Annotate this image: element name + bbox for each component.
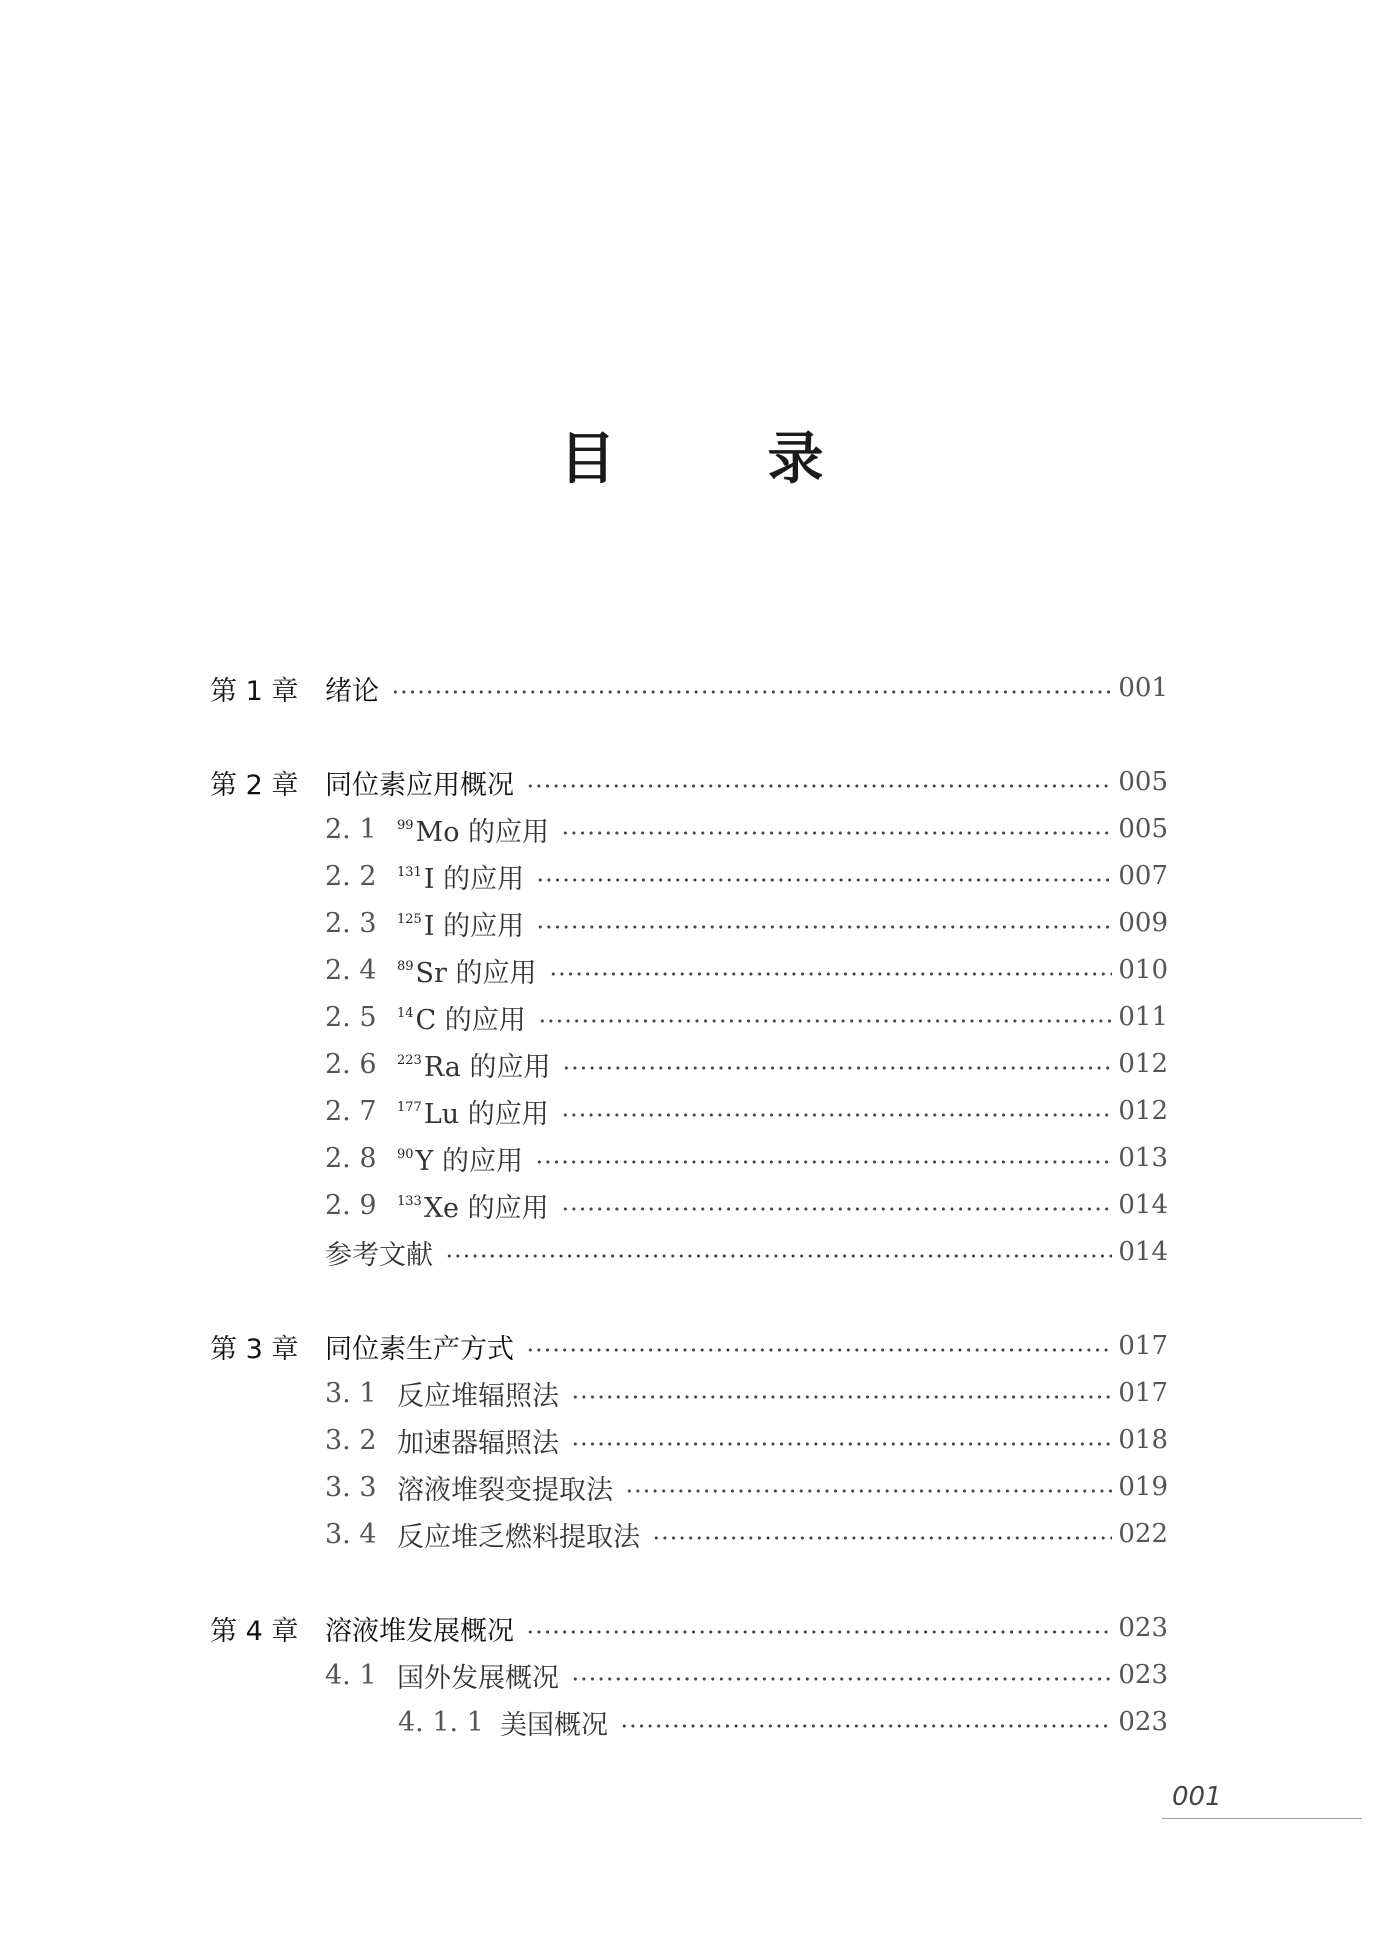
toc-section-entry	[0, 950, 1385, 990]
toc-entry-number: 2. 6	[325, 1048, 377, 1080]
toc-entry-number: 2. 4	[325, 954, 377, 986]
toc-section-entry	[0, 1044, 1385, 1084]
toc-entry-title: Y 的应用	[415, 1145, 523, 1177]
toc-entry-number: 3. 1	[325, 1377, 377, 1409]
toc-entry-number: 4. 1. 1	[398, 1706, 484, 1738]
toc-entry-label	[500, 1703, 608, 1742]
toc-entry-label	[397, 1139, 523, 1178]
toc-page-number: 005	[1118, 767, 1168, 797]
toc-page-number: 017	[1118, 1331, 1168, 1361]
toc-entry-number: 第 3 章	[210, 1333, 299, 1365]
toc-page-number: 023	[1118, 1613, 1168, 1643]
toc-entry-title: 反应堆辐照法	[397, 1380, 559, 1412]
toc-page-number: 009	[1118, 908, 1168, 938]
toc-page-number: 022	[1118, 1519, 1168, 1549]
toc-entry-title: 溶液堆裂变提取法	[397, 1474, 613, 1506]
dot-leader	[571, 1394, 1112, 1400]
title-char-1: 目	[559, 427, 618, 492]
toc-entry-number: 第 1 章	[210, 675, 299, 707]
isotope-mass-number: 131	[397, 864, 422, 880]
dot-leader	[571, 1441, 1112, 1447]
toc-entry-number: 3. 2	[325, 1424, 377, 1456]
dot-leader	[549, 971, 1112, 977]
toc-entry-title: 参考文献	[325, 1239, 433, 1271]
page-title	[0, 415, 1385, 495]
toc-page-number: 017	[1118, 1378, 1168, 1408]
dot-leader	[526, 1347, 1112, 1353]
toc-section-entry	[0, 1185, 1385, 1225]
toc-section-entry	[0, 1467, 1385, 1507]
isotope-mass-number: 89	[397, 958, 414, 974]
toc-page-number: 007	[1118, 861, 1168, 891]
toc-entry-title: 同位素应用概况	[325, 769, 514, 801]
toc-section-entry	[0, 1655, 1385, 1695]
toc-entry-title: Mo 的应用	[415, 816, 550, 848]
toc-entry-label	[397, 810, 549, 849]
toc-section-entry	[0, 1514, 1385, 1554]
toc-entry-label	[397, 857, 524, 896]
isotope-mass-number: 99	[397, 817, 414, 833]
toc-section-entry	[0, 997, 1385, 1037]
toc-chapter-entry	[0, 1608, 1385, 1648]
isotope-mass-number: 133	[397, 1193, 422, 1209]
dot-leader	[445, 1253, 1112, 1259]
dot-leader	[620, 1723, 1112, 1729]
isotope-mass-number: 177	[397, 1099, 422, 1115]
toc-chapter-entry	[0, 668, 1385, 708]
toc-entry-label	[325, 1327, 514, 1366]
dot-leader	[562, 1065, 1112, 1071]
toc-page-number: 005	[1118, 814, 1168, 844]
dot-leader	[625, 1488, 1112, 1494]
toc-entry-title: 美国概况	[500, 1709, 608, 1741]
toc-entry-label	[397, 951, 537, 990]
toc-entry-title: Lu 的应用	[423, 1098, 549, 1130]
toc-entry-number: 4. 1	[325, 1659, 377, 1691]
toc-entry-title: 国外发展概况	[397, 1662, 559, 1694]
toc-entry-label	[397, 904, 524, 943]
dot-leader	[652, 1535, 1112, 1541]
toc-section-entry	[0, 1373, 1385, 1413]
toc-section-entry	[0, 1420, 1385, 1460]
toc-entry-title: Xe 的应用	[423, 1192, 549, 1224]
toc-page-number: 018	[1118, 1425, 1168, 1455]
dot-leader	[536, 924, 1112, 930]
toc-page-number: 023	[1118, 1660, 1168, 1690]
toc-entry-label	[397, 1515, 640, 1554]
toc-page-number: 010	[1118, 955, 1168, 985]
title-char-2: 录	[767, 427, 826, 492]
toc-entry-label	[325, 669, 379, 708]
toc-page-number: 012	[1118, 1096, 1168, 1126]
dot-leader	[535, 1159, 1112, 1165]
footer-page-number: 001	[1172, 1782, 1222, 1812]
toc-page-number: 011	[1118, 1002, 1168, 1032]
dot-leader	[561, 1206, 1112, 1212]
toc-entry-number: 2. 2	[325, 860, 377, 892]
toc-chapter-entry	[0, 762, 1385, 802]
toc-entry-number: 2. 5	[325, 1001, 377, 1033]
toc-entry-label	[397, 1045, 550, 1084]
toc-entry-label	[397, 1374, 559, 1413]
toc-chapter-entry	[0, 1326, 1385, 1366]
toc-section-entry	[0, 856, 1385, 896]
toc-entry-number: 2. 8	[325, 1142, 377, 1174]
dot-leader	[526, 783, 1112, 789]
toc-page-number: 001	[1118, 673, 1168, 703]
footer-rule	[1162, 1818, 1362, 1819]
toc-entry-number: 2. 7	[325, 1095, 377, 1127]
toc-entry-label	[397, 998, 526, 1037]
toc-entry-label	[325, 763, 514, 802]
toc-page-number: 014	[1118, 1237, 1168, 1267]
toc-entry-title: Ra 的应用	[423, 1051, 551, 1083]
toc-entry-label	[325, 1609, 514, 1648]
dot-leader	[536, 877, 1112, 883]
isotope-mass-number: 90	[397, 1146, 414, 1162]
toc-entry-label	[397, 1092, 549, 1131]
dot-leader	[561, 1112, 1112, 1118]
toc-entry-title: 溶液堆发展概况	[325, 1615, 514, 1647]
isotope-mass-number: 14	[397, 1005, 414, 1021]
toc-entry-label	[397, 1656, 559, 1695]
toc-entry-number: 2. 3	[325, 907, 377, 939]
toc-entry-title: I 的应用	[423, 910, 525, 942]
toc-page-number: 023	[1118, 1707, 1168, 1737]
toc-entry-title: 加速器辐照法	[397, 1427, 559, 1459]
toc-entry-number: 第 4 章	[210, 1615, 299, 1647]
toc-page-number: 012	[1118, 1049, 1168, 1079]
toc-section-entry	[0, 1232, 1385, 1272]
dot-leader	[571, 1676, 1112, 1682]
dot-leader	[538, 1018, 1112, 1024]
toc-entry-title: 同位素生产方式	[325, 1333, 514, 1365]
toc-entry-number: 2. 9	[325, 1189, 377, 1221]
toc-section-entry	[0, 1091, 1385, 1131]
dot-leader	[561, 830, 1112, 836]
toc-section-entry	[0, 903, 1385, 943]
toc-entry-label	[397, 1186, 549, 1225]
toc-section-entry	[0, 1702, 1385, 1742]
toc-entry-label	[325, 1233, 433, 1272]
toc-page-number: 014	[1118, 1190, 1168, 1220]
toc-entry-title: Sr 的应用	[415, 957, 537, 989]
toc-entry-number: 2. 1	[325, 813, 377, 845]
toc-section-entry	[0, 1138, 1385, 1178]
toc-entry-title: C 的应用	[415, 1004, 526, 1036]
isotope-mass-number: 125	[397, 911, 422, 927]
dot-leader	[526, 1629, 1112, 1635]
toc-entry-number: 3. 3	[325, 1471, 377, 1503]
toc-entry-number: 3. 4	[325, 1518, 377, 1550]
toc-section-entry	[0, 809, 1385, 849]
toc-entry-number: 第 2 章	[210, 769, 299, 801]
toc-entry-title: 绪论	[325, 675, 379, 707]
toc-entry-title: 反应堆乏燃料提取法	[397, 1521, 640, 1553]
toc-page-number: 013	[1118, 1143, 1168, 1173]
dot-leader	[391, 689, 1112, 695]
isotope-mass-number: 223	[397, 1052, 422, 1068]
toc-page-number: 019	[1118, 1472, 1168, 1502]
toc-entry-label	[397, 1421, 559, 1460]
toc-entry-title: I 的应用	[423, 863, 525, 895]
toc-entry-label	[397, 1468, 613, 1507]
